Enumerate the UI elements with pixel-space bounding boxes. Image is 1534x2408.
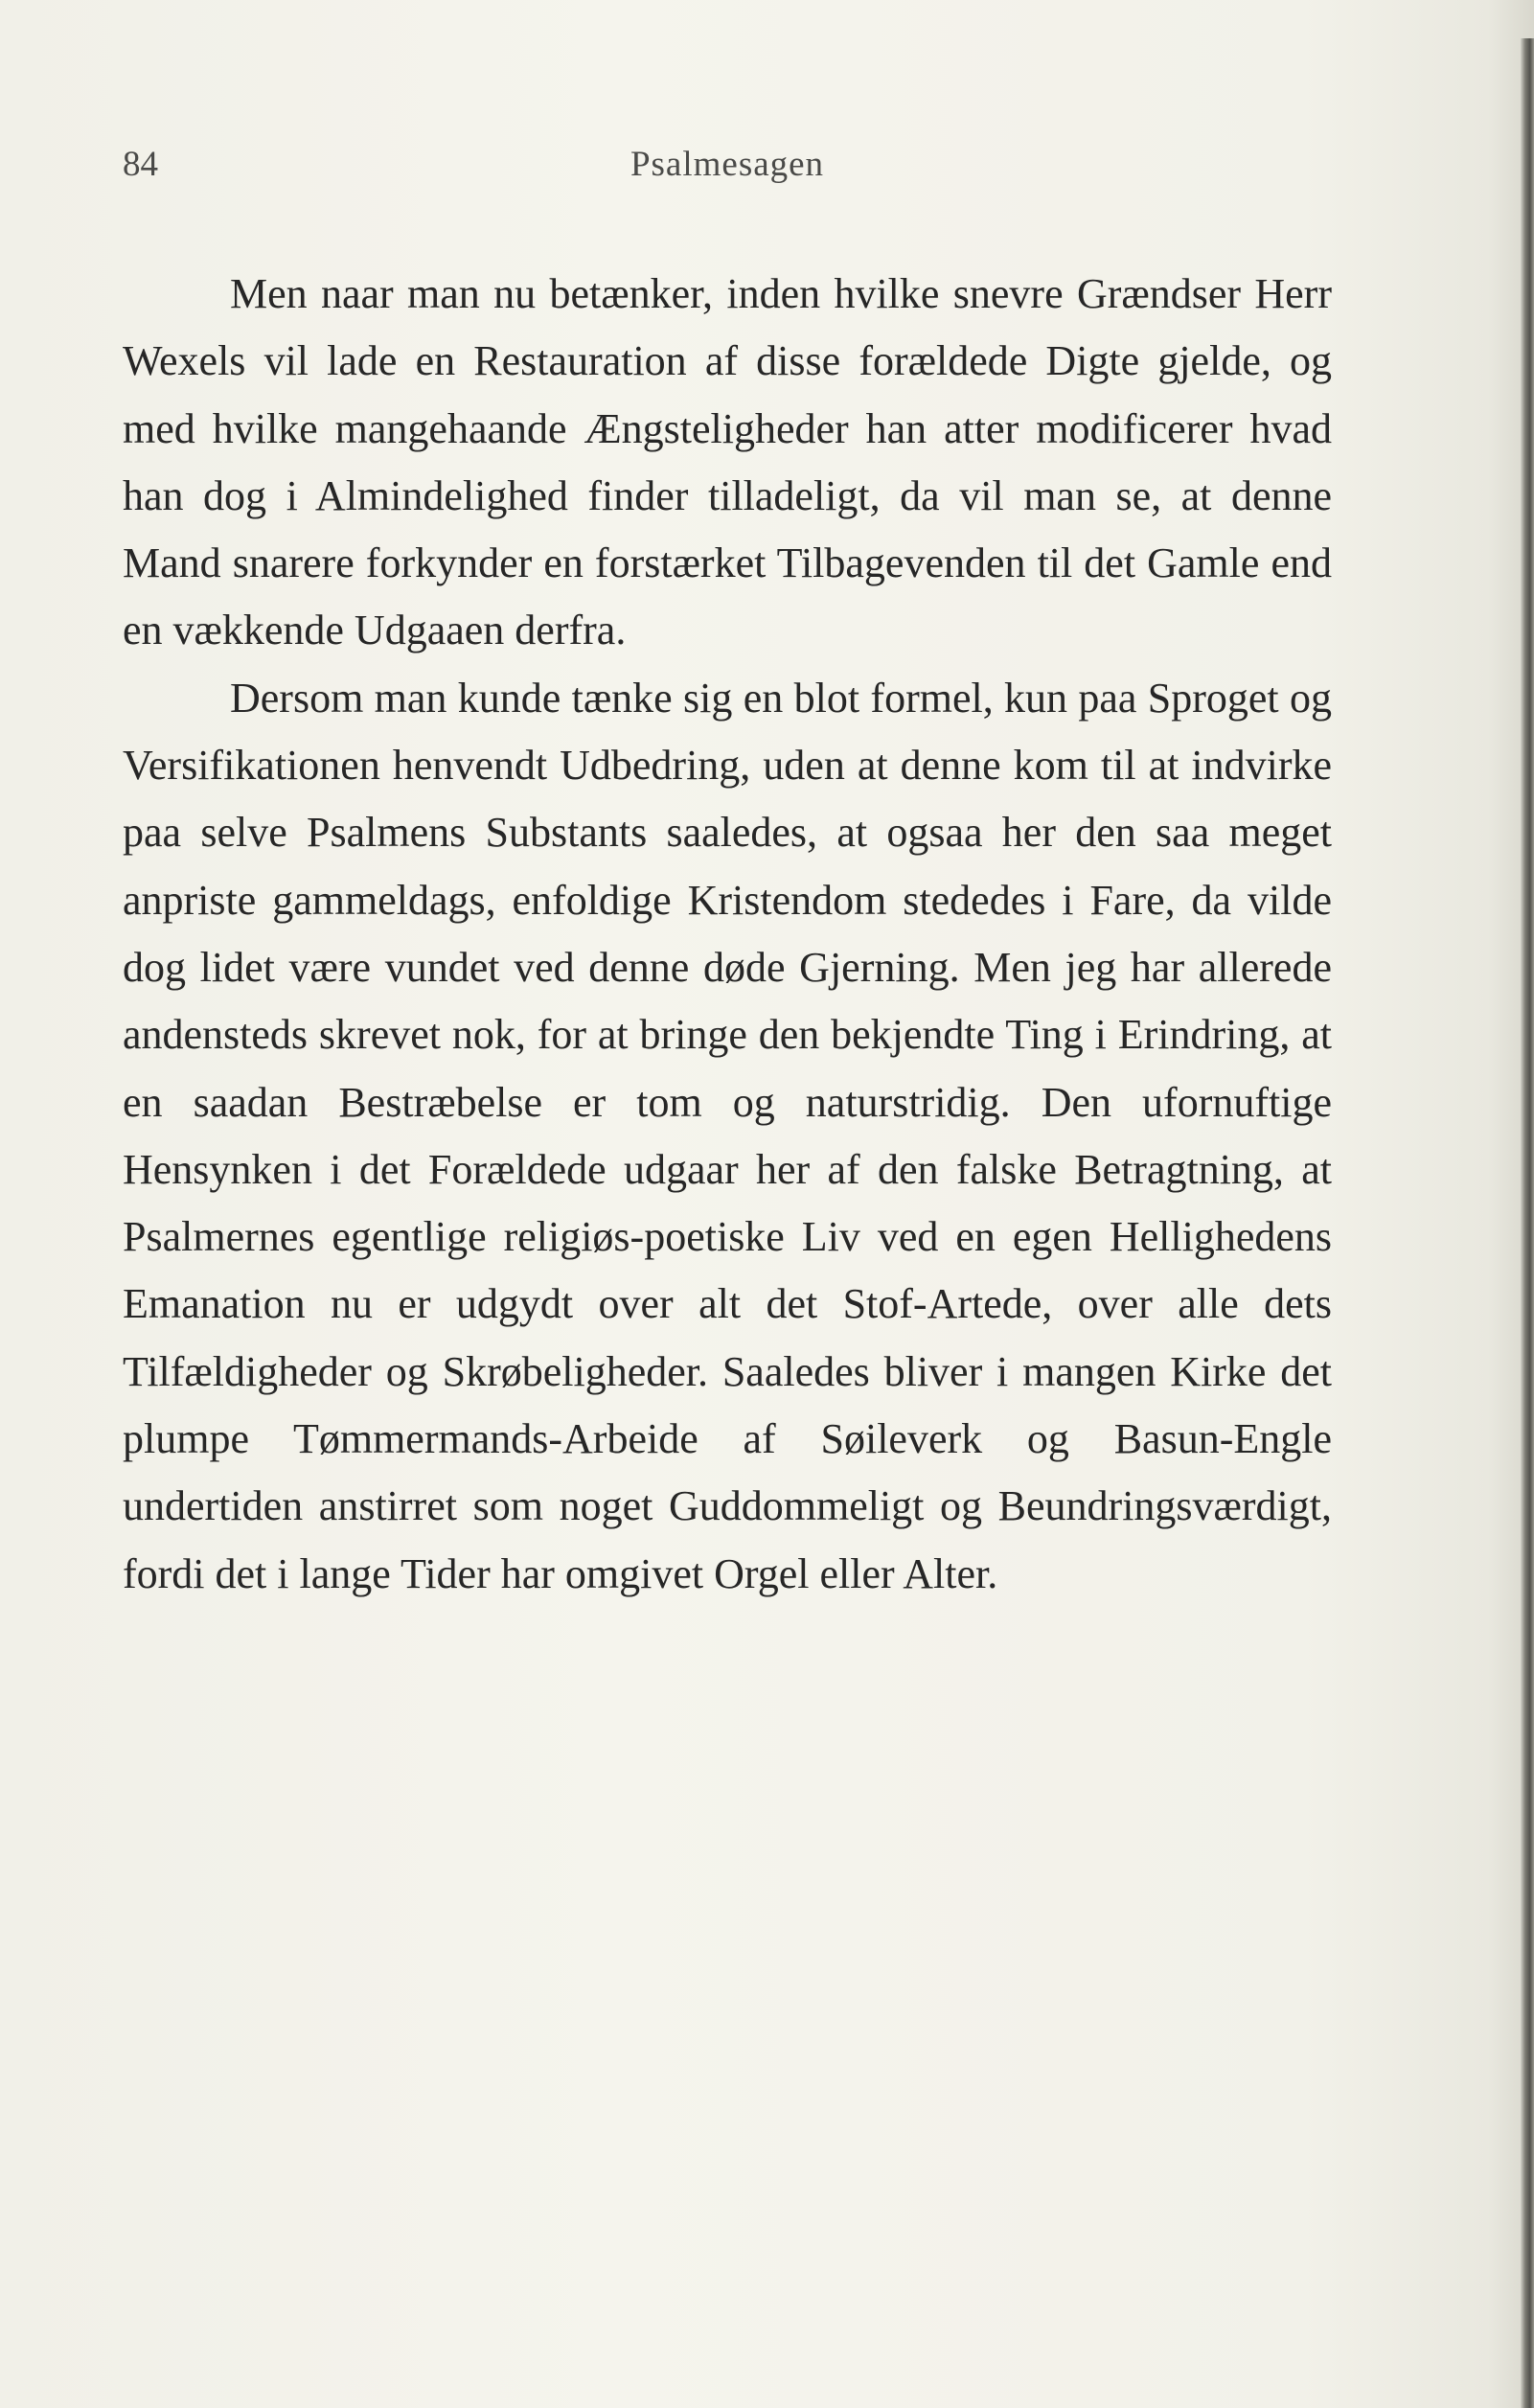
running-title: Psalmesagen <box>630 145 825 184</box>
page-number: 84 <box>123 145 158 184</box>
paragraph: Men naar man nu betænker, inden hvilke snevre Grændser Herr Wexels vil lade en Restauration af disse forældede Digte gjelde, og med hvilke mangehaande Ængsteligheder han atter modificerer hvad han dog i Almindelighed finder tilladeligt, da vil man se, at denne Mand snarere forkynder en forstærket Tilbagevenden til det Gamle end en vækkende Udgaaen derfra. <box>123 270 1332 654</box>
page-header <box>123 144 1332 192</box>
body-text <box>123 261 1332 1608</box>
page-edge-shadow <box>1521 38 1534 2408</box>
paragraph: Dersom man kunde tænke sig en blot formel, kun paa Sproget og Versifikationen henvendt Udbedring, uden at denne kom til at indvirke paa selve Psalmens Substants saaledes, at ogsaa her den saa meget anpriste gammeldags, enfoldige Kristendom stededes i Fare, da vilde dog lidet være vundet ved denne døde Gjerning. Men jeg har allerede andensteds skrevet nok, for at bringe den bekjendte Ting i Erindring, at en saadan Bestræbelse er tom og naturstridig. Den ufornuftige Hensynken i det Forældede udgaar her af den falske Betragtning, at Psalmernes egentlige religiøs-poetiske Liv ved en egen Hellighedens Emanation nu er udgydt over alt det Stof-Artede, over alle dets Tilfældigheder og Skrøbeligheder. Saaledes bliver i mangen Kirke det plumpe Tømmermands-Arbeide af Søileverk og Basun-Engle undertiden anstirret som noget Guddommeligt og Beundringsværdigt, fordi det i lange Tider har omgivet Orgel eller Alter. <box>123 674 1332 1597</box>
